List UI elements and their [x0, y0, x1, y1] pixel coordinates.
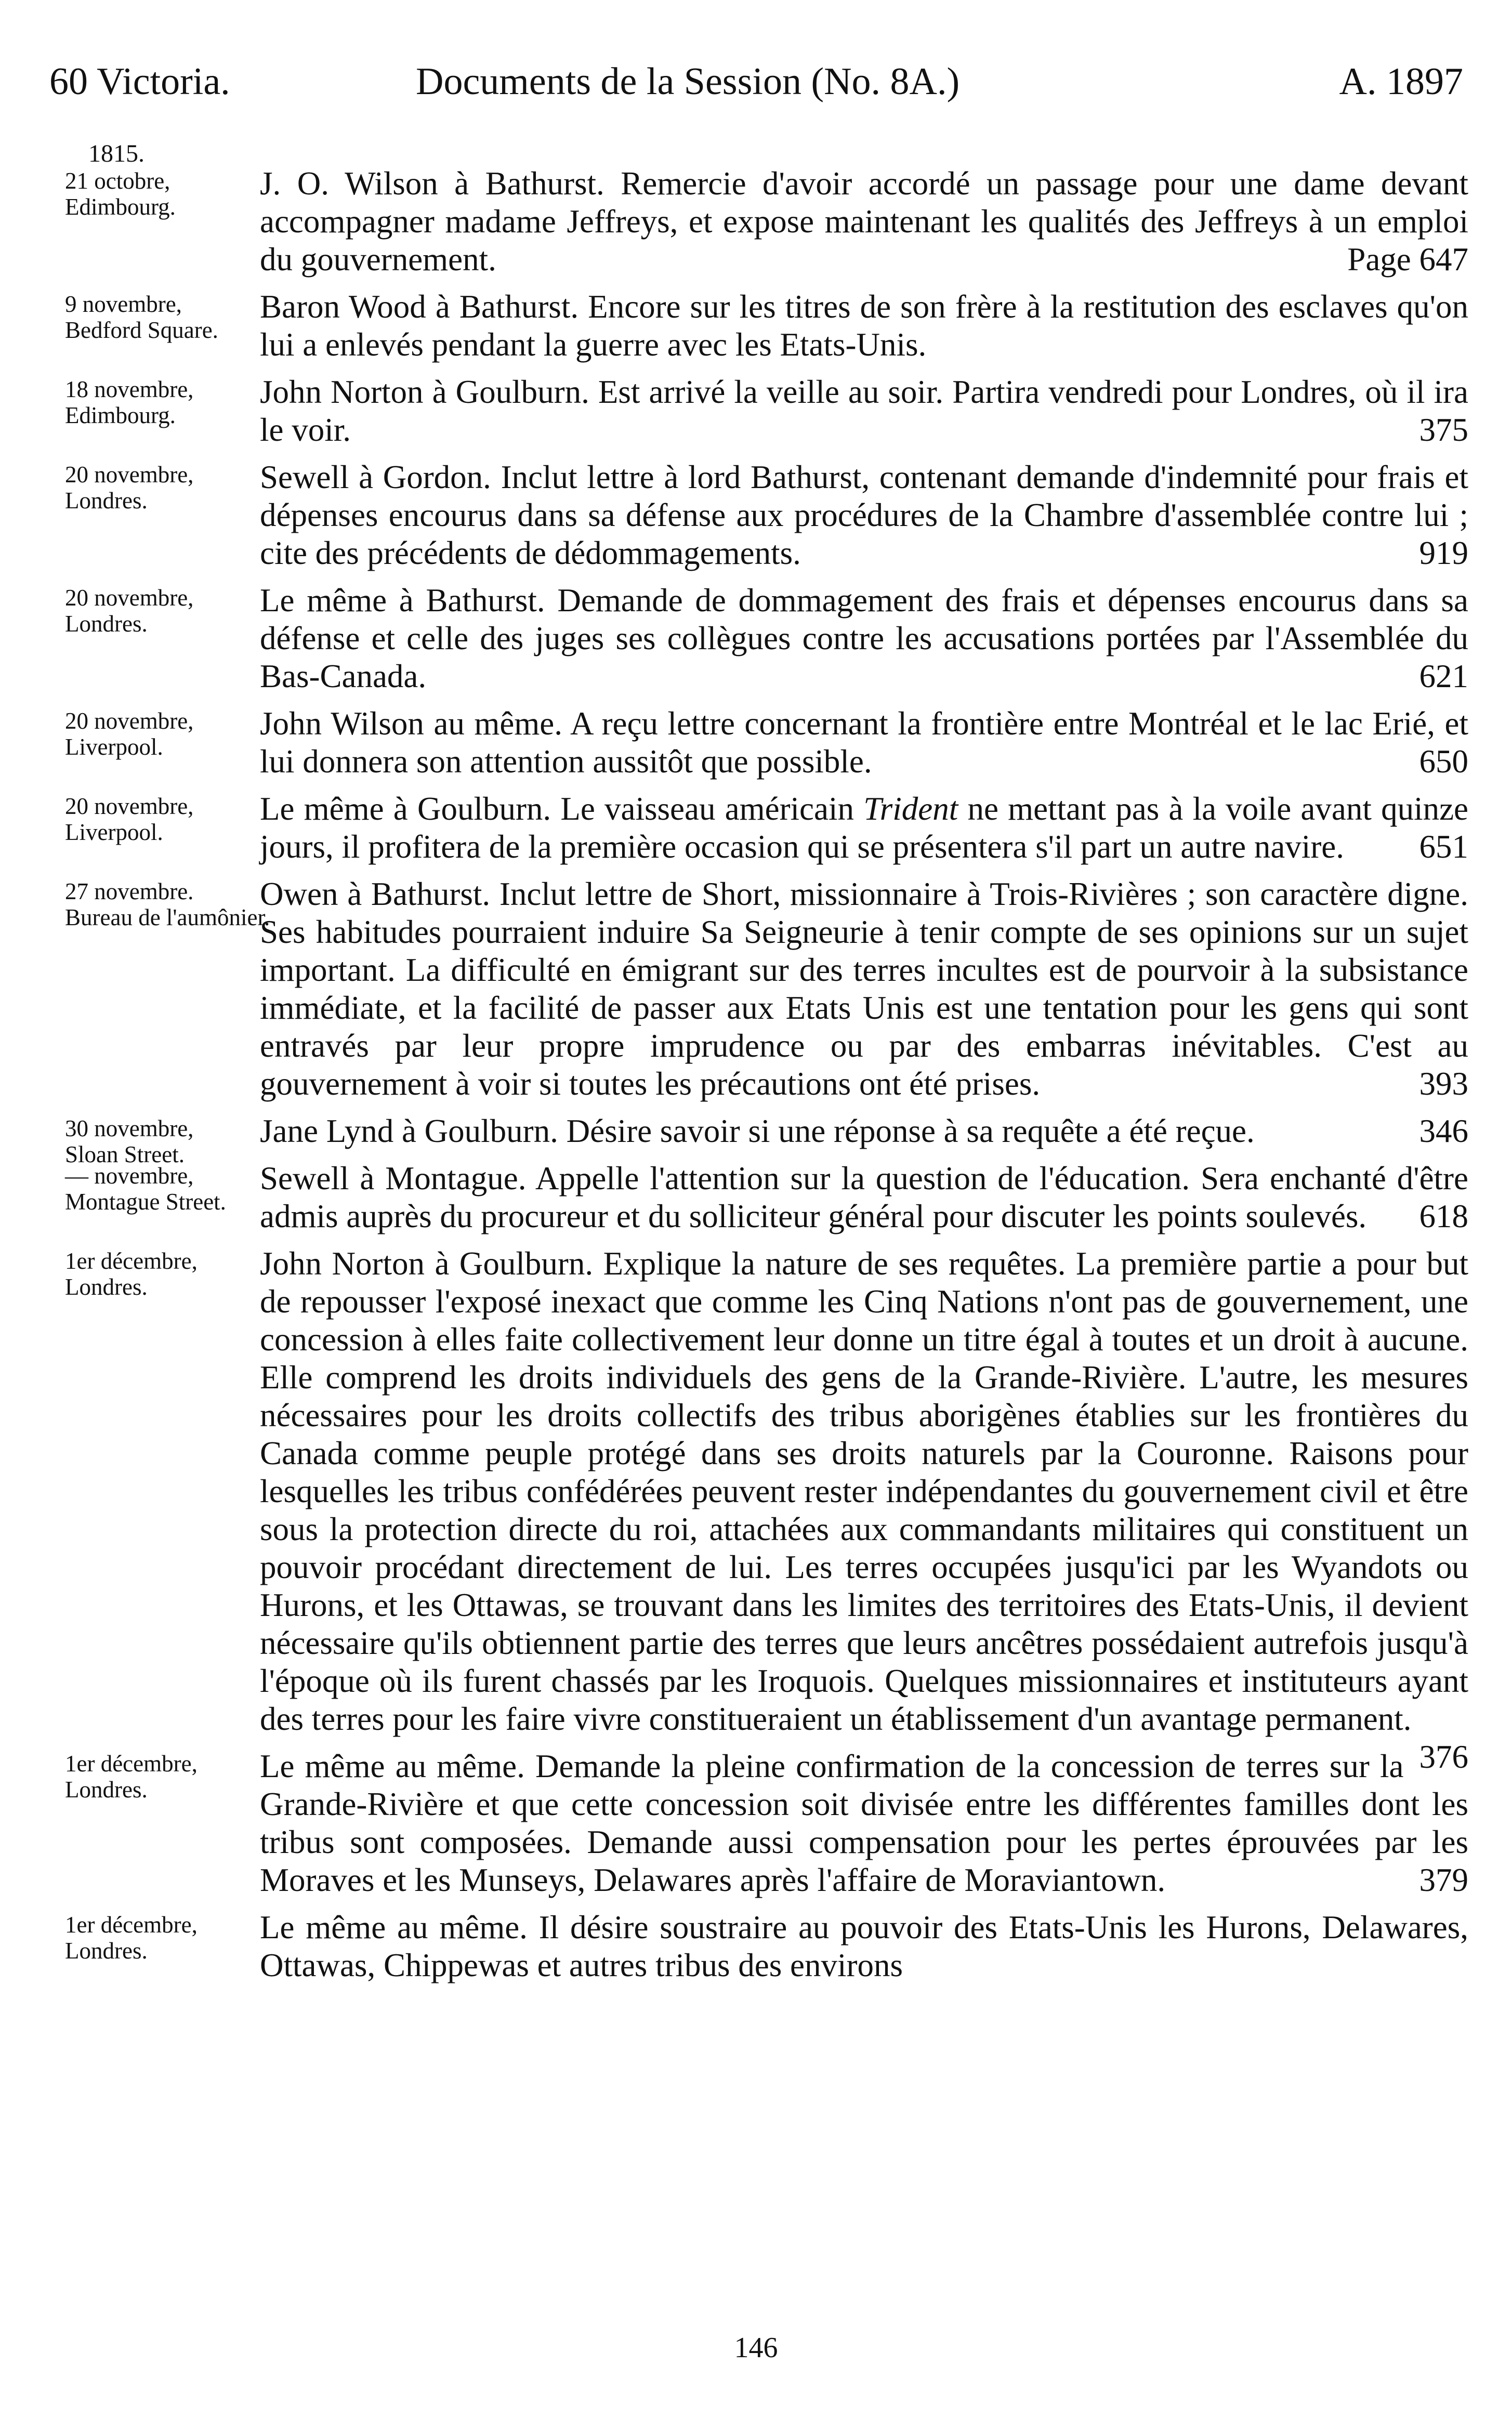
entry-date: 1er décembre,: [65, 1912, 198, 1938]
entry-date: 30 novembre,: [65, 1115, 194, 1141]
entry-date: 1er décembre,: [65, 1751, 198, 1777]
entry-page-ref: 346: [1419, 1113, 1468, 1149]
header-year: A. 1897: [1339, 60, 1463, 103]
entry-date-place: [65, 708, 257, 760]
entry-page-ref: 618: [1419, 1198, 1468, 1234]
entry-date: 18 novembre,: [65, 376, 194, 402]
entry-date: 21 octobre,: [65, 168, 170, 194]
calendar-entries: [65, 140, 1468, 1994]
calendar-entry: [65, 1909, 1468, 1985]
entry-text-pre: John Norton à Goulburn. Explique la nature de ses requêtes. La première partie a pour but de repousser l'exposé inexact que comme les Cinq Nations n'ont pas de gouvernement, une concession à elles faite collectivement leur donne un titre égal à toutes et un droit à aucune. Elle comprend les droits individuels des gens de la Grande-Rivière. L'autre, les mesures nécessaires pour les droits collectifs des tribus aborigènes établies sur les frontières du Canada comme peuple protégé dans ses droits naturels par la Couronne. Raisons pour lesquelles les tribus confédérées peuvent rester indépendantes du gouvernement civil et être sous la protection directe du roi, attachées aux commandants militaires qui constituent un pouvoir procédant directement de lui. Les terres occupées jusqu'ici par les Wyandots ou Hurons, et les Ottawas, se trouvant dans les limites des territoires des Etats-Unis, il devient nécessaire qu'ils obtiennent partie des terres que leurs ancêtres possédaient autrefois jusqu'à l'époque où ils furent chassés par les Iroquois. Quelques missionnaires et instituteurs ayant des terres pour les faire vivre constitueraient un établissement d'un avantage permanent.: [260, 1245, 1468, 1737]
calendar-entry: [65, 1160, 1468, 1236]
entry-place: Edimbourg.: [65, 402, 176, 428]
entry-text: [260, 1909, 1468, 1985]
entry-text-pre: John Wilson au même. A reçu lettre concernant la frontière entre Montréal et le lac Erié, et lui donnera son attention aussitôt que possible.: [260, 705, 1468, 780]
entry-text: [260, 705, 1468, 781]
entry-place: Londres.: [65, 611, 148, 637]
entry-text: [260, 288, 1468, 364]
entry-text-post: ne mettant pas à la voile avant quinze jours, il profitera de la première occasion qui se présentera s'il part un autre navire.: [260, 791, 1468, 865]
entry-place: Edimbourg.: [65, 194, 176, 220]
calendar-entry: [65, 1245, 1468, 1775]
entry-text: [260, 1245, 1468, 1775]
entry-text-italic: Trident: [863, 791, 958, 827]
entry-date: 20 novembre,: [65, 585, 194, 611]
entry-date: 27 novembre.: [65, 878, 194, 904]
entry-page-ref: 376: [1419, 1739, 1468, 1775]
calendar-entry: [65, 165, 1468, 279]
entry-place: Sloan Street.: [65, 1141, 185, 1167]
entry-page-ref: 379: [1419, 1862, 1468, 1898]
entry-text-pre: Baron Wood à Bathurst. Encore sur les titres de son frère à la restitution des esclaves qu'on lui a enlevés pendant la guerre avec les Etats-Unis.: [260, 288, 1468, 363]
entry-text-pre: Le même au même. Il désire soustraire au pouvoir des Etats-Unis les Hurons, Delawares, Ottawas, Chippewas et autres tribus des environs: [260, 1909, 1468, 1983]
entry-text-pre: J. O. Wilson à Bathurst. Remercie d'avoir accordé un passage pour une dame devant accompagner madame Jeffreys, et expose maintenant les qualités des Jeffreys à un emploi du gouvernement.: [260, 165, 1468, 278]
entry-page-ref: 375: [1419, 412, 1468, 448]
entry-page-ref: 393: [1419, 1066, 1468, 1102]
entry-text-pre: Owen à Bathurst. Inclut lettre de Short, missionnaire à Trois-Rivières ; son caractère digne. Ses habitudes pourraient induire Sa Seigneurie à tenir compte de ses opinions sur un sujet important. La difficulté en émigrant sur des terres incultes est de pourvoir à la subsistance immédiate, et la facilité de passer aux Etats Unis est une tentation pour les gens qui sont entravés par leur propre imprudence ou par des embarras inévitables. C'est au gouvernement à voir si toutes les précautions ont été prises.: [260, 876, 1468, 1102]
entry-text: [260, 875, 1468, 1103]
entry-date: — novembre,: [65, 1163, 194, 1189]
entry-text: [260, 373, 1468, 449]
entry-place: Montague Street.: [65, 1189, 226, 1215]
entry-place: Liverpool.: [65, 734, 163, 760]
calendar-entry: [65, 1747, 1468, 1899]
entry-place: Liverpool.: [65, 819, 163, 845]
calendar-entry: [65, 582, 1468, 695]
entry-text-pre: John Norton à Goulburn. Est arrivé la veille au soir. Partira vendredi pour Londres, où il ira le voir.: [260, 374, 1468, 448]
entry-date: 20 novembre,: [65, 793, 194, 819]
header-title: Documents de la Session (No. 8A.): [416, 60, 960, 103]
entry-page-ref: Page 647: [1347, 241, 1468, 278]
entry-date: 1er décembre,: [65, 1248, 198, 1274]
entry-text: [260, 165, 1468, 279]
entry-date-place: [65, 291, 257, 343]
entry-text: [260, 790, 1468, 866]
entry-date-place: [65, 585, 257, 637]
entry-page-ref: 650: [1419, 743, 1468, 780]
entry-text: [260, 1747, 1468, 1899]
running-header: [49, 60, 1463, 112]
entry-date-place: [65, 1248, 257, 1300]
entry-page-ref: 651: [1419, 829, 1468, 865]
entry-date-place: [65, 462, 257, 514]
page-number: 146: [734, 2332, 778, 2364]
entry-place: Londres.: [65, 1777, 148, 1803]
calendar-entry: [65, 875, 1468, 1103]
entry-date-place: [65, 1751, 257, 1803]
calendar-entry: [65, 458, 1468, 572]
entry-place: Londres.: [65, 1274, 148, 1300]
entry-place: Londres.: [65, 488, 148, 514]
header-regnal-year: 60 Victoria.: [49, 60, 230, 103]
entry-text: [260, 1112, 1468, 1150]
entry-text: [260, 1160, 1468, 1236]
entry-text-pre: Sewell à Montague. Appelle l'attention sur la question de l'éducation. Sera enchanté d'être admis auprès du procureur et du solliciteur général pour discuter les points soulevés.: [260, 1160, 1468, 1234]
entry-date: 9 novembre,: [65, 291, 182, 317]
calendar-entry: [65, 705, 1468, 781]
entry-place: Londres.: [65, 1938, 148, 1964]
entry-date-place: [65, 376, 257, 428]
entry-text-pre: Le même à Bathurst. Demande de dommagement des frais et dépenses encourus dans sa défense et celle des juges ses collègues contre les accusations portées par l'Assemblée du Bas-Canada.: [260, 582, 1468, 694]
entry-text-pre: Sewell à Gordon. Inclut lettre à lord Bathurst, contenant demande d'indemnité pour frais et dépenses encourus dans sa défense aux procédures de la Chambre d'assemblée contre lui ; cite des précédents de dédommagements.: [260, 459, 1468, 571]
entry-page-ref: 919: [1419, 535, 1468, 571]
calendar-entry: [65, 1112, 1468, 1167]
entry-date: 20 novembre,: [65, 462, 194, 488]
entry-text-pre: Jane Lynd à Goulburn. Désire savoir si une réponse à sa requête a été reçue.: [260, 1113, 1255, 1149]
entry-text-pre: Le même au même. Demande la pleine confirmation de la concession de terres sur la Grande-Rivière et que cette concession soit divisée entre les différentes familles dont les tribus sont composées. Demande aussi compensation pour les pertes éprouvées par les Moraves et les Munseys, Delawares après l'affaire de Moraviantown.: [260, 1748, 1468, 1898]
entry-date-place: [65, 878, 270, 930]
entry-page-ref: 621: [1419, 658, 1468, 694]
entry-place: Bureau de l'aumônier.: [65, 904, 270, 930]
calendar-entry: [65, 790, 1468, 866]
entry-text-pre: Le même à Goulburn. Le vaisseau américain: [260, 791, 864, 827]
entry-date-place: [65, 793, 257, 845]
entry-year: 1815.: [88, 140, 144, 167]
entry-date-place: [65, 1163, 257, 1215]
entry-date: 20 novembre,: [65, 708, 194, 734]
entry-text: [260, 458, 1468, 572]
calendar-entry: [65, 288, 1468, 364]
entry-text: [260, 582, 1468, 695]
entry-date-place: [65, 168, 257, 220]
calendar-entry: [65, 373, 1468, 449]
entry-date-place: [65, 1912, 257, 1964]
entry-place: Bedford Square.: [65, 317, 218, 343]
